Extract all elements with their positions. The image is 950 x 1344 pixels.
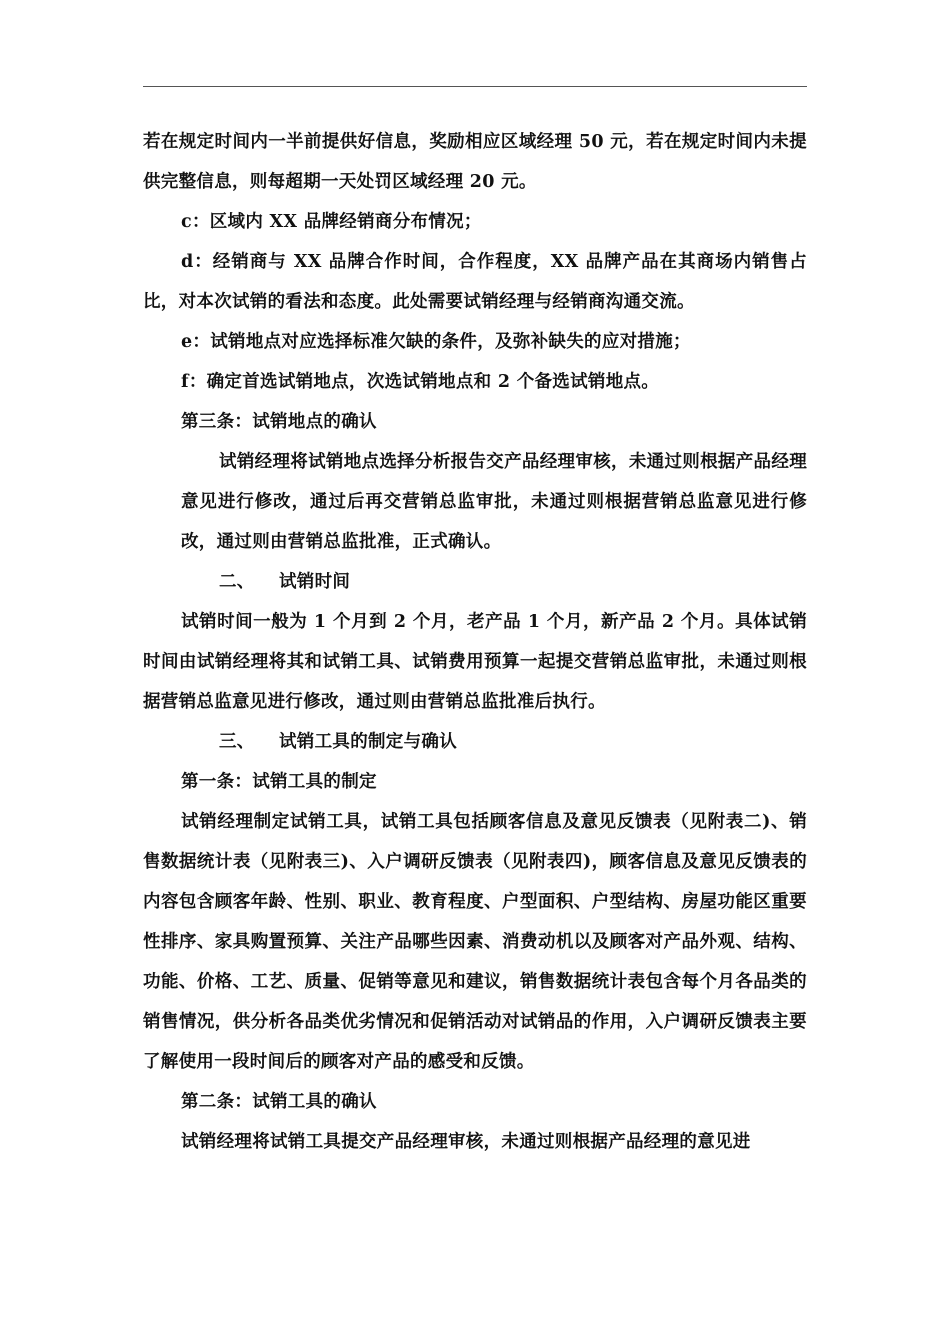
list-item-d: d：经销商与 XX 品牌合作时间，合作程度，XX 品牌产品在其商场内销售占比，对本次试销的看法和态度。此处需要试销经理与经销商沟通交流。 — [143, 252, 807, 312]
section-3-heading — [143, 722, 807, 762]
article-1-body: 试销经理制定试销工具，试销工具包括顾客信息及意见反馈表（见附表二)、销售数据统计表（见附表三)、入户调研反馈表（见附表四)，顾客信息及意见反馈表的内容包含顾客年龄、性别、职业、教育程度、户型面积、户型结构、房屋功能区重要性排序、家具购置预算、关注产品哪些因素、消费动机以及顾客对产品外观、结构、功能、价格、工艺、质量、促销等意见和建议，销售数据统计表包含每个月各品类的销售情况，供分析各品类优劣情况和促销活动对试销品的作用，入户调研反馈表主要了解使用一段时间后的顾客对产品的感受和反馈。 — [143, 812, 807, 1072]
header-rule — [143, 86, 807, 87]
section-2-number: 二、 — [219, 572, 255, 592]
article-3-title: 第三条：试销地点的确认 — [181, 412, 377, 432]
list-item-f: f：确定首选试销地点，次选试销地点和 2 个备选试销地点。 — [181, 372, 660, 392]
section-2-body: 试销时间一般为 1 个月到 2 个月，老产品 1 个月，新产品 2 个月。具体试销时间由试销经理将其和试销工具、试销费用预算一起提交营销总监审批，未通过则根据营销总监意见进行修改，通过则由营销总监批准后执行。 — [143, 612, 807, 712]
paragraph-reward-penalty: 若在规定时间内一半前提供好信息，奖励相应区域经理 50 元，若在规定时间内未提供完整信息，则每超期一天处罚区域经理 20 元。 — [143, 132, 807, 192]
section-3-title: 试销工具的制定与确认 — [279, 732, 457, 752]
section-3-number: 三、 — [219, 732, 255, 752]
article-2-body: 试销经理将试销工具提交产品经理审核，未通过则根据产品经理的意见进 — [181, 1132, 751, 1152]
section-2-heading — [143, 562, 807, 602]
article-3-body: 试销经理将试销地点选择分析报告交产品经理审核，未通过则根据产品经理意见进行修改，通过后再交营销总监审批，未通过则根据营销总监意见进行修改，通过则由营销总监批准，正式确认。 — [181, 452, 807, 552]
list-item-e: e：试销地点对应选择标准欠缺的条件，及弥补缺失的应对措施； — [181, 332, 691, 352]
section-2-title: 试销时间 — [279, 572, 351, 592]
article-1-title: 第一条：试销工具的制定 — [181, 772, 377, 792]
list-item-c: c：区域内 XX 品牌经销商分布情况； — [181, 212, 482, 232]
document-body — [143, 122, 807, 1162]
article-2-title: 第二条：试销工具的确认 — [181, 1092, 377, 1112]
